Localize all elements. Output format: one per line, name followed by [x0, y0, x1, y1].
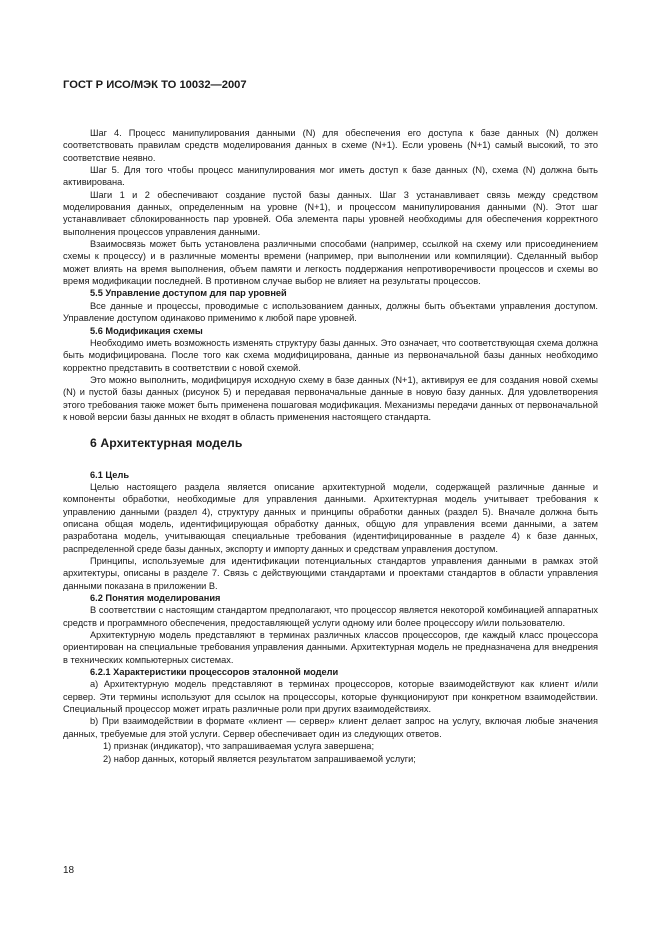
paragraph-schema-modification: Необходимо иметь возможность изменять структуру базы данных. Это означает, что соответствующая схема должна быть модифицирована. После того как схема модифицирована, данные из первоначальной базы данных необходимо корректно представить в соответствии с новой схемой. [63, 337, 598, 373]
paragraph-steps-summary: Шаги 1 и 2 обеспечивают создание пустой базы данных. Шаг 3 устанавливает связь между средством моделирования данных, определенным на уровне (N+1), и процессом манипулирования данными (N). Этот шаг устанавливает сблокированность пар уровней. Оба элемента пары уровней необходимы для обеспечения корректного выполнения процессов управления данными. [63, 189, 598, 237]
list-item-1: 1) признак (индикатор), что запрашиваемая услуга завершена; [103, 741, 375, 752]
paragraph-step-5: Шаг 5. Для того чтобы процесс манипулирования мог иметь доступ к базе данных (N), схема (N) должна быть активирована. [63, 165, 598, 188]
page-number: 18 [63, 865, 75, 876]
paragraph-processor-definition: В соответствии с настоящим стандартом предполагают, что процессор является некоторой комбинацией аппаратных средств и программного обеспечения, предоставляющей услуги одному или более процессору и/или пользователю. [63, 605, 598, 628]
document-header: ГОСТ Р ИСО/МЭК ТО 10032—2007 [63, 79, 247, 91]
paragraph-step-4: Шаг 4. Процесс манипулирования данными (N) для обеспечения его доступа к базе данных (N) должен соответствовать правилам средств моделирования данных в схеме (N+1). Если уровень (N+1) самый высокий, то это соответствие неявно. [63, 128, 598, 163]
paragraph-access-control: Все данные и процессы, проводимые с использованием данных, должны быть объектами управления доступом. Управление доступом одинаково применимо к любой паре уровней. [63, 300, 598, 324]
heading-section-6: 6 Архитектурная модель [90, 436, 243, 451]
paragraph-item-a: a) Архитектурную модель представляют в терминах процессоров, которые взаимодействуют как клиент и/или сервер. Эти термины используют для ссылок на процессоры, которые функционируют при конкретном взаимодействии. Специальный процессор может играть различные роли при других взаимодействиях. [63, 679, 598, 715]
paragraph-principles: Принципы, используемые для идентификации потенциальных стандартов управления данными в рамках этой архитектуры, описаны в разделе 7. Связь с действующими стандартами и проектами стандартов в области управления данными показана в приложении В. [63, 556, 598, 591]
paragraph-purpose: Целью настоящего раздела является описание архитектурной модели, содержащей различные данные и компоненты обработки, необходимые для управления данными. Архитектурная модель учитывает требования к управлению данными (раздел 4), структуру данных и принципы обработки данных (раздел 5). Вначале должна быть описана общая модель, идентифицирующая обработку данных, общую для управления всеми данными, а затем разработана модель, учитывающая специальные требования (идентифицированные в разделе 4) к базе данных, распределенной среде базы данных, экспорту и импорту данных и средствам управления доступом. [63, 481, 598, 554]
paragraph-item-b: b) При взаимодействии в формате «клиент — сервер» клиент делает запрос на услугу, включая любые значения данных, требуемые для этой услуги. Сервер обеспечивает один из следующих ответов. [63, 716, 598, 739]
document-body [63, 127, 598, 765]
heading-5-5: 5.5 Управление доступом для пар уровней [90, 288, 287, 299]
list-item-2: 2) набор данных, который является результатом запрашиваемой услуги; [103, 753, 416, 764]
paragraph-relationship: Взаимосвязь может быть установлена различными способами (например, ссылкой на схему или присоединением схемы к процессу) и в различные моменты времени (например, при выполнении или компиляции). Сделанный выбор может влиять на время выполнения, объем памяти и легкость поддержания непротиворечивости процессов и схемы во время модификации последней. В противном случае выбор не влияет на результаты процессов. [63, 239, 598, 287]
heading-6-2: 6.2 Понятия моделирования [90, 593, 221, 604]
heading-5-6: 5.6 Модификация схемы [90, 325, 203, 336]
paragraph-modification-method: Это можно выполнить, модифицируя исходную схему в базе данных (N+1), активируя ее для создания новой схемы (N) и пустой базы данных (рисунок 5) и передавая первоначальные данные в новую базу данных. Для удовлетворения этого требования также может быть применена пошаговая модификация. Механизмы передачи данных от первоначальной к новой версии базы данных не входят в область применения настоящего стандарта. [63, 374, 598, 422]
paragraph-architecture-model: Архитектурную модель представляют в терминах различных классов процессоров, где каждый класс процессора ориентирован на специальные требования управления данными. Архитектурная модель не предназначена для внедрения в технических компьютерных системах. [63, 630, 598, 665]
heading-6-1: 6.1 Цель [90, 469, 130, 480]
heading-6-2-1: 6.2.1 Характеристики процессоров эталонной модели [90, 667, 339, 678]
